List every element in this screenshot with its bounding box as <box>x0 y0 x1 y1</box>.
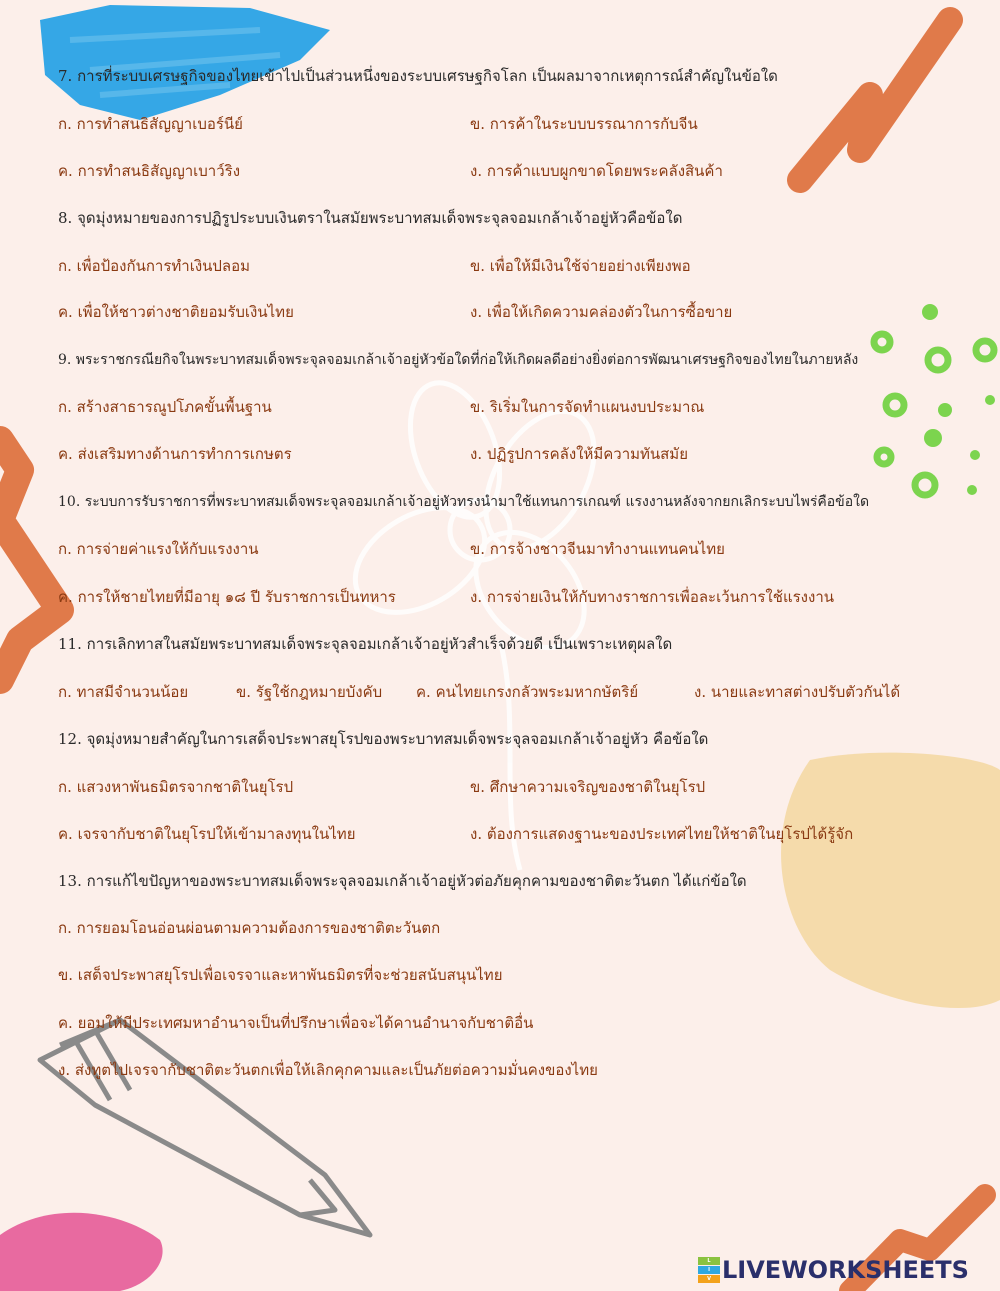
orange-zigzag-top-right <box>800 20 950 180</box>
q10-option-b[interactable]: ข. การจ้างชาวจีนมาทำงานแทนคนไทย <box>470 540 725 558</box>
q11-option-b[interactable]: ข. รัฐใช้กฎหมายบังคับ <box>236 683 383 701</box>
question-10-text: 10. ระบบการรับราชการที่พระบาทสมเด็จพระจุลจอมเกล้าเจ้าอยู่หัวทรงนำมาใช้แทนการเกณฑ์ แรงงานหลังจากยกเลิกระบบไพร่คือข้อใด <box>58 494 870 510</box>
question-11-text: 11. การเลิกทาสในสมัยพระบาทสมเด็จพระจุลจอมเกล้าเจ้าอยู่หัวสำเร็จด้วยดี เป็นเพราะเหตุผลใด <box>58 635 673 653</box>
q9-option-b[interactable]: ข. ริเริ่มในการจัดทำแผนงบประมาณ <box>470 398 705 416</box>
q12-option-d[interactable]: ง. ต้องการแสดงฐานะของประเทศไทยให้ชาติในยุโรปได้รู้จัก <box>470 825 854 843</box>
liveworksheets-logo[interactable] <box>698 1254 969 1286</box>
q13-option-b[interactable]: ข. เสด็จประพาสยุโรปเพื่อเจรจาและหาพันธมิตรที่จะช่วยสนับสนุนไทย <box>58 966 503 984</box>
q11-option-d[interactable]: ง. นายและทาสต่างปรับตัวกันได้ <box>694 683 901 701</box>
orange-zigzag-left <box>0 440 60 680</box>
q9-option-a[interactable]: ก. สร้างสาธารณูปโภคขั้นพื้นฐาน <box>58 398 272 416</box>
q8-option-c[interactable]: ค. เพื่อให้ชาวต่างชาติยอมรับเงินไทย <box>58 303 294 321</box>
yellow-blob <box>781 753 1000 1008</box>
q9-option-c[interactable]: ค. ส่งเสริมทางด้านการทำการเกษตร <box>58 445 292 463</box>
q7-option-c[interactable]: ค. การทำสนธิสัญญาเบาว์ริง <box>58 162 241 180</box>
liveworksheets-logo-text: LIVEWORKSHEETS <box>722 1256 969 1284</box>
q10-option-d[interactable]: ง. การจ่ายเงินให้กับทางราชการเพื่อละเว้นการใช้แรงงาน <box>470 588 834 606</box>
pencil-outline <box>40 1020 370 1235</box>
q12-option-b[interactable]: ข. ศึกษาความเจริญของชาติในยุโรป <box>470 778 706 796</box>
q13-option-a[interactable]: ก. การยอมโอนอ่อนผ่อนตามความต้องการของชาติตะวันตก <box>58 919 441 937</box>
blue-brush-stroke <box>40 5 330 120</box>
q7-option-b[interactable]: ข. การค้าในระบบบรรณาการกับจีน <box>470 115 698 133</box>
question-9-text: 9. พระราชกรณียกิจในพระบาทสมเด็จพระจุลจอมเกล้าเจ้าอยู่หัวข้อใดที่ก่อให้เกิดผลดีอย่างยิ่งต่อการพัฒนาเศรษฐกิจของไทยในภายหลัง <box>58 352 859 368</box>
q8-option-d[interactable]: ง. เพื่อให้เกิดความคล่องตัวในการซื้อขาย <box>470 303 733 321</box>
q13-option-d[interactable]: ง. ส่งทูตไปเจรจากับชาติตะวันตกเพื่อให้เลิกคุกคามและเป็นภัยต่อความมั่นคงของไทย <box>58 1061 598 1079</box>
question-13-text: 13. การแก้ไขปัญหาของพระบาทสมเด็จพระจุลจอมเกล้าเจ้าอยู่หัวต่อภัยคุกคามของชาติตะวันตก ได้แก่ข้อใด <box>58 872 747 890</box>
green-dots-cluster <box>874 304 995 495</box>
q12-option-a[interactable]: ก. แสวงหาพันธมิตรจากชาติในยุโรป <box>58 778 294 796</box>
q12-option-c[interactable]: ค. เจรจากับชาติในยุโรปให้เข้ามาลงทุนในไทย <box>58 825 356 843</box>
question-8-text: 8. จุดมุ่งหมายของการปฏิรูประบบเงินตราในสมัยพระบาทสมเด็จพระจุลจอมเกล้าเจ้าอยู่หัวคือข้อใด <box>58 209 683 227</box>
q10-option-c[interactable]: ค. การให้ชายไทยที่มีอายุ ๑๘ ปี รับราชการเป็นทหาร <box>58 588 396 606</box>
q13-option-c[interactable]: ค. ยอมให้มีประเทศมหาอำนาจเป็นที่ปรึกษาเพื่อจะได้คานอำนาจกับชาติอื่น <box>58 1014 534 1032</box>
q8-option-b[interactable]: ข. เพื่อให้มีเงินใช้จ่ายอย่างเพียงพอ <box>470 257 691 275</box>
logo-mark-letter: L <box>698 1257 720 1265</box>
question-7-text: 7. การที่ระบบเศรษฐกิจของไทยเข้าไปเป็นส่วนหนึ่งของระบบเศรษฐกิจโลก เป็นผลมาจากเหตุการณ์สำคัญในข้อใด <box>58 67 778 85</box>
q10-option-a[interactable]: ก. การจ่ายค่าแรงให้กับแรงงาน <box>58 540 259 558</box>
q7-option-a[interactable]: ก. การทำสนธิสัญญาเบอร์นีย์ <box>58 115 243 133</box>
q7-option-d[interactable]: ง. การค้าแบบผูกขาดโดยพระคลังสินค้า <box>470 162 723 180</box>
q11-option-c[interactable]: ค. คนไทยเกรงกลัวพระมหากษัตริย์ <box>416 683 639 701</box>
pink-brush-stroke <box>0 1213 163 1291</box>
q8-option-a[interactable]: ก. เพื่อป้องกันการทำเงินปลอม <box>58 257 251 275</box>
liveworksheets-logo-mark-icon <box>698 1257 720 1283</box>
logo-mark-letter: I <box>698 1266 720 1274</box>
question-12-text: 12. จุดมุ่งหมายสำคัญในการเสด็จประพาสยุโรปของพระบาทสมเด็จพระจุลจอมเกล้าเจ้าอยู่หัว คือข้อใด <box>58 730 709 748</box>
q9-option-d[interactable]: ง. ปฏิรูปการคลังให้มีความทันสมัย <box>470 445 688 463</box>
logo-mark-letter: V <box>698 1275 720 1283</box>
q11-option-a[interactable]: ก. ทาสมีจำนวนน้อย <box>58 683 189 701</box>
